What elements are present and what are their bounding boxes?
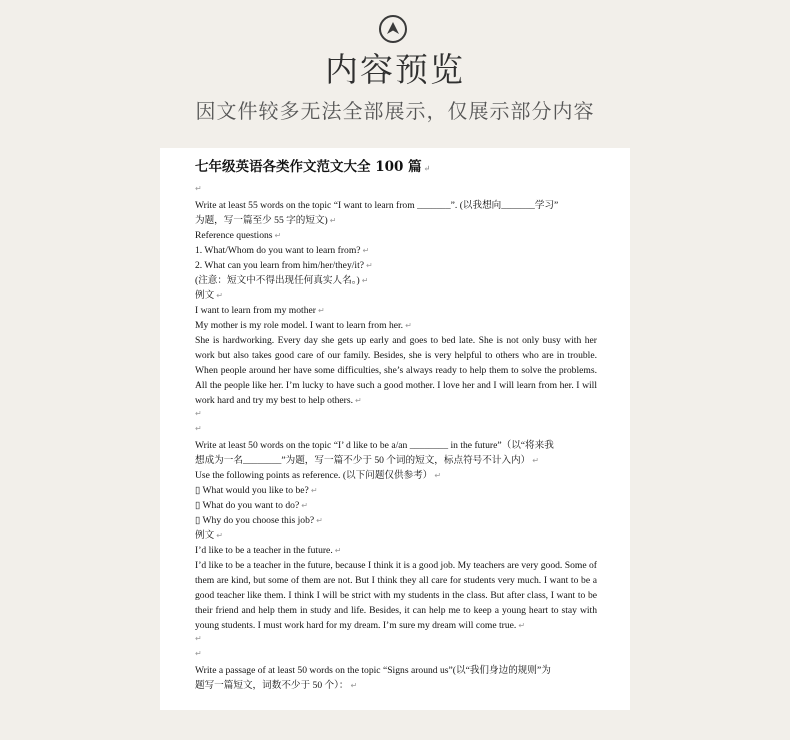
blank-line: ↵ [195,649,202,658]
doc-line: 1. What/Whom do you want to learn from? ↵ [195,245,370,256]
essay-paragraph: I’d like to be a teacher in the future, because I think it is a good job. My teachers are very good. Some of them are kind, but some of them are not. But I think they all care for students very much. I want to be a good teacher like them. I think I will be strict with my students in the class. But after class, I want to be their friend and help them in study and life. Besides, it can help me to keep a young heart to stay with young students. I must work hard for my dream. I’m sure my dream will come true. ↵ [195,560,597,631]
doc-line: My mother is my role model. I want to learn from her. ↵ [195,320,412,331]
doc-line: Write a passage of at least 50 words on the topic “Signs around us”(以“我们身边的规则”为 [195,665,551,676]
doc-line: Write at least 55 words on the topic “I want to learn from _______”. (以我想向_______学习” [195,200,559,211]
doc-line: 例文 ↵ [195,530,223,541]
preview-header [0,0,790,148]
doc-line: 题写一篇短文，词数不少于 50 个）： ↵ [195,680,358,691]
doc-line: 例文 ↵ [195,290,223,301]
essay-paragraph: She is hardworking. Every day she gets up early and goes to bed late. She is not only busy with her work but also takes good care of our family. Besides, she is very helpful to others who are in trouble. When people around her have some difficulties, she’s always ready to help them to solve the problems. All the people like her. I’m lucky to have such a good mother. I love her and I will learn from her. I will work hard and try my best to help others. ↵ [195,335,597,406]
up-arrow-logo-icon [379,15,407,43]
doc-line: ▯ Why do you choose this job? ↵ [195,515,323,526]
doc-line: (注意：短文中不得出现任何真实人名。) ↵ [195,275,369,286]
page-title: 内容预览 [325,50,465,89]
doc-line: Use the following points as reference. (以下问题仅供参考） ↵ [195,470,442,481]
page-subtitle: 因文件较多无法全部展示，仅展示部分内容 [195,99,595,123]
document-title: 七年级英语各类作文范文大全 100 篇 ↵ [195,159,431,175]
doc-line: I want to learn from my mother ↵ [195,305,325,316]
doc-line: I’d like to be a teacher in the future. ↵ [195,545,342,556]
blank-line: ↵ [195,409,202,418]
document-preview [160,148,630,710]
doc-line: 为题，写一篇至少 55 字的短文) ↵ [195,215,337,226]
doc-line: 想成为一名________”为题，写一篇不少于 50 个词的短文，标点符号不计入内） ↵ [195,455,539,466]
doc-line: ▯ What do you want to do? ↵ [195,500,308,511]
blank-line: ↵ [195,634,202,643]
doc-line: Write at least 50 words on the topic “I’ d like to be a/an ________ in the future”（以“将来我 [195,440,554,451]
blank-line: ↵ [195,184,202,193]
doc-line: 2. What can you learn from him/her/they/it? ↵ [195,260,373,271]
blank-line: ↵ [195,424,202,433]
doc-line: ▯ What would you like to be? ↵ [195,485,318,496]
doc-line: Reference questions ↵ [195,230,282,241]
